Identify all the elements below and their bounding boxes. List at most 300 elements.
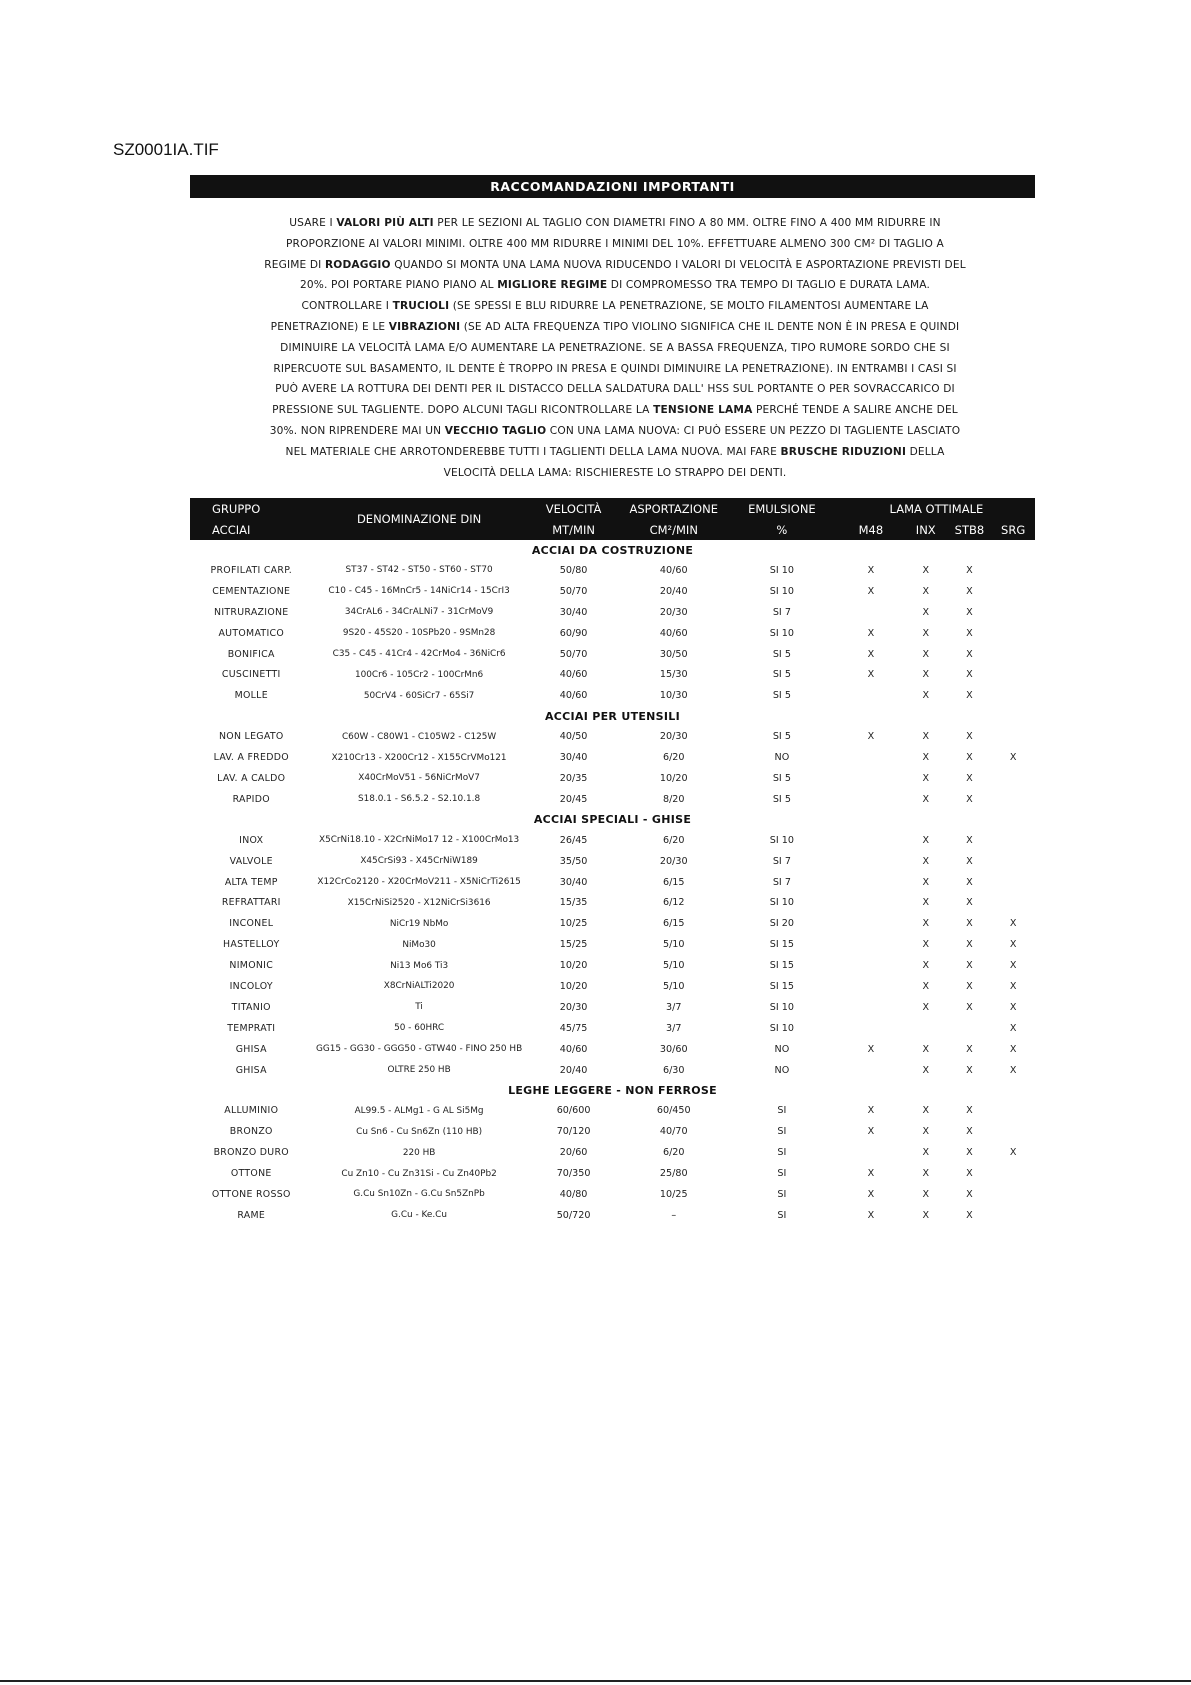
gruppo-cell: CUSCINETTI [221,669,281,681]
emulsione-cell: SI [777,1168,787,1180]
gruppo-cell: TEMPRATI [227,1022,276,1034]
gruppo-cell: INOX [239,834,264,846]
din-cell: X15CrNiSi2520 - X12NiCrSi3616 [347,897,491,908]
emulsione-cell: NO [774,752,790,764]
header-denominazione: DENOMINAZIONE DIN [313,498,526,540]
recommendation-line: PENETRAZIONE) E LE VIBRAZIONI (SE AD ALTA FREQUENZA TIPO VIOLINO SIGNIFICA CHE IL DENTE NON È IN PRESA E QUINDI [270,320,960,333]
srg-cell [991,623,1035,644]
velocita-cell: 45/75 [559,1022,588,1034]
cutting-parameters-table [190,498,1035,1226]
recommendation-line: CONTROLLARE I TRUCIOLI (SE SPESSI E BLU RIDURRE LA PENETRAZIONE, SE MOLTO FILAMENTOSI AUMENTARE LA [301,300,929,313]
m48-cell: X [867,1209,875,1221]
srg-cell [991,581,1035,602]
srg-cell: X [1009,1001,1017,1013]
inx-cell: X [922,564,930,576]
inx-cell: X [922,606,930,618]
inx-cell: X [922,585,930,597]
table-row [190,1018,1035,1039]
srg-cell: X [1009,918,1017,930]
emulsione-cell: SI 5 [772,648,791,660]
inx-cell: X [922,627,930,639]
gruppo-cell: ALLUMINIO [224,1105,279,1117]
velocita-cell: 20/35 [559,772,588,784]
gruppo-cell: OTTONE ROSSO [211,1188,291,1200]
inx-cell: X [922,1147,930,1159]
velocita-cell: 15/35 [559,897,588,909]
asportazione-cell: 60/450 [656,1105,691,1117]
asportazione-cell: 40/60 [659,627,688,639]
emulsione-cell: SI [777,1105,787,1117]
srg-cell [991,1163,1035,1184]
din-cell: X8CrNiALTi2020 [383,981,455,992]
inx-cell [904,1018,948,1039]
velocita-cell: 40/60 [559,669,588,681]
asportazione-cell: 10/25 [659,1188,688,1200]
gruppo-cell: HASTELLOY [223,939,280,951]
header-acciai: ACCIAI [190,519,313,540]
gruppo-cell: INCOLOY [229,980,273,992]
din-cell: X45CrSi93 - X45CrNiW189 [360,856,478,867]
asportazione-cell: 3/7 [666,1022,682,1034]
emulsione-cell: SI [777,1147,787,1159]
srg-cell: X [1009,960,1017,972]
stb8-cell: X [966,1168,973,1180]
m48-cell [838,892,904,913]
velocita-cell: 50/720 [556,1209,591,1221]
m48-cell [838,872,904,893]
m48-cell [838,685,904,706]
recommendations-text [200,213,1030,483]
gruppo-cell: MOLLE [234,690,268,702]
stb8-cell: X [966,1043,973,1055]
srg-cell [991,768,1035,789]
header-velocita-unit: MT/MIN [526,519,622,540]
inx-cell: X [922,772,930,784]
m48-cell: X [867,564,875,576]
recommendation-line: PRESSIONE SUL TAGLIENTE. DOPO ALCUNI TAGLI RICONTROLLARE LA TENSIONE LAMA PERCHÉ TENDE A SALIRE ANCHE DEL [272,404,958,417]
velocita-cell: 60/600 [556,1105,591,1117]
section-row [190,1080,1035,1100]
stb8-cell: X [966,855,973,867]
table-row [190,976,1035,997]
file-name: SZ0001IA.TIF [113,140,219,159]
emulsione-cell: SI 10 [769,564,794,576]
stb8-cell: X [966,564,973,576]
section-title: ACCIAI DA COSTRUZIONE [531,543,694,557]
emulsione-cell: SI 5 [772,690,791,702]
header-emulsione-unit: % [726,519,838,540]
srg-cell [991,789,1035,810]
srg-cell [991,726,1035,747]
inx-cell: X [922,1209,930,1221]
section-row [190,540,1035,560]
stb8-cell: X [966,960,973,972]
header-velocita: VELOCITÀ [526,498,622,519]
emulsione-cell: SI 15 [769,939,794,951]
srg-cell [991,872,1035,893]
table-row [190,664,1035,685]
table-row [190,768,1035,789]
asportazione-cell: 40/60 [659,564,688,576]
stb8-cell: X [966,1209,973,1221]
gruppo-cell: VALVOLE [229,855,273,867]
table-row [190,560,1035,581]
inx-cell: X [922,752,930,764]
gruppo-cell: AUTOMATICO [218,627,285,639]
m48-cell: X [867,731,875,743]
emulsione-cell: SI 10 [769,897,794,909]
table-row [190,581,1035,602]
gruppo-cell: RAME [237,1209,266,1221]
velocita-cell: 70/120 [556,1126,591,1138]
srg-cell [991,685,1035,706]
velocita-cell: 10/25 [559,918,588,930]
recommendation-line: 30%. NON RIPRENDERE MAI UN VECCHIO TAGLIO CON UNA LAMA NUOVA: CI PUÒ ESSERE UN PEZZO DI TAGLIENTE LASCIATO [269,424,961,437]
velocita-cell: 20/45 [559,793,588,805]
gruppo-cell: LAV. A FREDDO [213,752,289,764]
velocita-cell: 60/90 [559,627,588,639]
inx-cell: X [922,897,930,909]
table-row [190,1039,1035,1060]
header-gruppo: GRUPPO [190,498,313,519]
table-row [190,747,1035,768]
din-cell: Cu Sn6 - Cu Sn6Zn (110 HB) [356,1126,483,1137]
table-row [190,934,1035,955]
gruppo-cell: OTTONE [230,1168,272,1180]
table-row [190,623,1035,644]
m48-cell [838,1060,904,1081]
cutting-parameters-table-container [190,498,1035,1226]
inx-cell: X [922,1043,930,1055]
emulsione-cell: SI [777,1126,787,1138]
recommendation-line: 20%. POI PORTARE PIANO PIANO AL MIGLIORE REGIME DI COMPROMESSO TRA TEMPO DI TAGLIO E DURATA LAMA. [300,279,930,292]
din-cell: G.Cu Sn10Zn - G.Cu Sn5ZnPb [353,1189,485,1200]
srg-cell: X [1009,939,1017,951]
emulsione-cell: NO [774,1064,790,1076]
table-row [190,851,1035,872]
inx-cell: X [922,731,930,743]
asportazione-cell: 3/7 [666,1001,682,1013]
inx-cell: X [922,855,930,867]
table-row [190,1121,1035,1142]
emulsione-cell: SI [777,1188,787,1200]
din-cell: X40CrMoV51 - 56NiCrMoV7 [358,773,480,784]
din-cell: AL99.5 - ALMg1 - G AL Si5Mg [354,1105,484,1116]
srg-cell: X [1009,980,1017,992]
m48-cell [838,602,904,623]
inx-cell: X [922,1064,930,1076]
inx-cell: X [922,1188,930,1200]
table-row [190,872,1035,893]
asportazione-cell: 8/20 [662,793,685,805]
emulsione-cell: SI 20 [769,918,794,930]
header-stb8: STB8 [948,519,992,540]
srg-cell: X [1009,1022,1017,1034]
header-m48: M48 [838,519,904,540]
inx-cell: X [922,980,930,992]
asportazione-cell: 20/30 [659,606,688,618]
recommendation-line: VELOCITÀ DELLA LAMA: RISCHIERESTE LO STRAPPO DEI DENTI. [443,466,787,479]
asportazione-cell: 6/20 [662,1147,685,1159]
stb8-cell: X [966,752,973,764]
srg-cell [991,644,1035,665]
emulsione-cell: SI 10 [769,627,794,639]
stb8-cell: X [966,669,973,681]
gruppo-cell: PROFILATI CARP. [210,564,292,576]
emulsione-cell: SI 15 [769,960,794,972]
table-body [190,540,1035,1226]
asportazione-cell: 25/80 [659,1168,688,1180]
asportazione-cell: 6/12 [662,897,685,909]
m48-cell: X [867,627,875,639]
asportazione-cell: – [671,1209,677,1221]
section-title: ACCIAI PER UTENSILI [544,709,681,723]
srg-cell [991,1100,1035,1121]
stb8-cell: X [966,1001,973,1013]
gruppo-cell: RAPIDO [232,793,270,805]
m48-cell [838,976,904,997]
inx-cell: X [922,918,930,930]
table-row [190,1184,1035,1205]
stb8-cell: X [966,731,973,743]
header-asportazione: ASPORTAZIONE [622,498,726,519]
stb8-cell: X [966,772,973,784]
header-inx: INX [904,519,948,540]
table-header [190,498,1035,540]
din-cell: C35 - C45 - 41Cr4 - 42CrMo4 - 36NiCr6 [332,649,506,659]
gruppo-cell: NIMONIC [229,960,274,972]
table-row [190,1142,1035,1163]
din-cell: GG15 - GG30 - GGG50 - GTW40 - FINO 250 HB [316,1044,523,1055]
stb8-cell: X [966,1126,973,1138]
table-row [190,955,1035,976]
m48-cell [838,934,904,955]
recommendation-line: USARE I VALORI PIÙ ALTI PER LE SEZIONI AL TAGLIO CON DIAMETRI FINO A 80 MM. OLTRE FINO A 400 MM RIDURRE IN [289,217,941,229]
header-srg: SRG [991,519,1035,540]
stb8-cell: X [966,918,973,930]
table-row [190,892,1035,913]
section-row [190,810,1035,830]
inx-cell: X [922,1126,930,1138]
velocita-cell: 40/60 [559,690,588,702]
stb8-cell: X [966,980,973,992]
din-cell: OLTRE 250 HB [387,1065,451,1076]
srg-cell [991,1184,1035,1205]
m48-cell: X [867,669,875,681]
table-row [190,1205,1035,1226]
emulsione-cell: SI 10 [769,1001,794,1013]
emulsione-cell: SI 7 [772,855,791,867]
gruppo-cell: GHISA [235,1064,267,1076]
recommendation-line: RIPERCUOTE SUL BASAMENTO, IL DENTE È TROPPO IN PRESA E QUINDI DIMINUIRE LA PENETRAZIONE). IN ENTRAMBI I CASI SI [273,362,957,375]
inx-cell: X [922,1105,930,1117]
table-row [190,602,1035,623]
din-cell: Cu Zn10 - Cu Zn31Si - Cu Zn40Pb2 [341,1168,497,1179]
stb8-cell: X [966,939,973,951]
header-lama-ottimale: LAMA OTTIMALE [838,498,1035,519]
velocita-cell: 50/80 [559,564,588,576]
section-title: ACCIAI SPECIALI - GHISE [533,813,692,827]
gruppo-cell: GHISA [235,1043,267,1055]
stb8-cell: X [966,1188,973,1200]
table-row [190,726,1035,747]
m48-cell [838,768,904,789]
gruppo-cell: ALTA TEMP [224,876,278,888]
emulsione-cell: SI 7 [772,606,791,618]
emulsione-cell: SI 5 [772,793,791,805]
m48-cell [838,997,904,1018]
table-row [190,1163,1035,1184]
asportazione-cell: 20/30 [659,731,688,743]
m48-cell [838,851,904,872]
din-cell: G.Cu - Ke.Cu [391,1210,448,1221]
din-cell: 100Cr6 - 105Cr2 - 100CrMn6 [354,669,484,680]
recommendation-line: DIMINUIRE LA VELOCITÀ LAMA E/O AUMENTARE LA PENETRAZIONE. SE A BASSA FREQUENZA, TIPO RUMORE SORDO CHE SI [280,341,950,354]
din-cell: NiCr19 NbMo [389,918,449,929]
din-cell: 34CrAL6 - 34CrALNi7 - 31CrMoV9 [344,607,494,618]
velocita-cell: 70/350 [556,1168,591,1180]
srg-cell [991,560,1035,581]
srg-cell: X [1009,752,1017,764]
m48-cell: X [867,585,875,597]
din-cell: 50 - 60HRC [394,1023,445,1034]
srg-cell: X [1009,1147,1017,1159]
recommendation-line: REGIME DI RODAGGIO QUANDO SI MONTA UNA LAMA NUOVA RIDUCENDO I VALORI DI VELOCITÀ E ASPORTAZIONE PREVISTI DEL [264,258,966,271]
srg-cell [991,830,1035,851]
gruppo-cell: BONIFICA [227,648,275,660]
table-row [190,789,1035,810]
inx-cell: X [922,1001,930,1013]
gruppo-cell: TITANIO [231,1001,271,1013]
emulsione-cell: SI 10 [769,585,794,597]
asportazione-cell: 10/30 [659,690,688,702]
velocita-cell: 50/70 [559,585,588,597]
velocita-cell: 10/20 [559,980,588,992]
emulsione-cell: SI 7 [772,876,791,888]
gruppo-cell: NITRURAZIONE [214,606,289,618]
gruppo-cell: LAV. A CALDO [217,772,286,784]
section-banner: RACCOMANDAZIONI IMPORTANTI [190,175,1035,198]
srg-cell [991,1205,1035,1226]
emulsione-cell: SI [777,1209,787,1221]
recommendation-line: PUÒ AVERE LA ROTTURA DEI DENTI PER IL DISTACCO DELLA SALDATURA DALL' HSS SUL PORTANTE O PER SOVRACCARICO DI [275,383,955,396]
table-row [190,997,1035,1018]
asportazione-cell: 20/30 [659,855,688,867]
m48-cell [838,1018,904,1039]
stb8-cell: X [966,585,973,597]
header-asportazione-unit: CM²/MIN [622,519,726,540]
stb8-cell: X [966,606,973,618]
stb8-cell: X [966,1147,973,1159]
velocita-cell: 30/40 [559,876,588,888]
inx-cell: X [922,834,930,846]
din-cell: NiMo30 [402,939,436,950]
inx-cell: X [922,690,930,702]
table-row [190,1060,1035,1081]
gruppo-cell: BRONZO DURO [213,1147,289,1159]
recommendation-line: NEL MATERIALE CHE ARROTONDEREBBE TUTTI I TAGLIENTI DELLA LAMA NUOVA. MAI FARE BRUSCHE RIDUZIONI DELLA [285,445,945,458]
table-row [190,913,1035,934]
m48-cell [838,913,904,934]
stb8-cell: X [966,648,973,660]
emulsione-cell: SI 5 [772,669,791,681]
stb8-cell: X [966,690,973,702]
m48-cell: X [867,1168,875,1180]
m48-cell: X [867,1043,875,1055]
din-cell: X210Cr13 - X200Cr12 - X155CrVMo121 [331,752,507,763]
m48-cell [838,789,904,810]
din-cell: Ni13 Mo6 Ti3 [390,960,449,971]
velocita-cell: 35/50 [559,855,588,867]
stb8-cell: X [966,897,973,909]
section-row [190,706,1035,726]
asportazione-cell: 5/10 [662,960,685,972]
srg-cell [991,851,1035,872]
table-row [190,1100,1035,1121]
asportazione-cell: 6/30 [662,1064,685,1076]
table-row [190,644,1035,665]
m48-cell: X [867,1188,875,1200]
header-emulsione: EMULSIONE [726,498,838,519]
velocita-cell: 20/60 [559,1147,588,1159]
table-row [190,685,1035,706]
velocita-cell: 20/30 [559,1001,588,1013]
velocita-cell: 40/60 [559,1043,588,1055]
din-cell: S18.0.1 - S6.5.2 - S2.10.1.8 [358,794,481,805]
velocita-cell: 40/50 [559,731,588,743]
gruppo-cell: NON LEGATO [218,731,284,743]
din-cell: C60W - C80W1 - C105W2 - C125W [341,731,497,742]
inx-cell: X [922,1168,930,1180]
asportazione-cell: 6/15 [662,918,685,930]
velocita-cell: 10/20 [559,960,588,972]
m48-cell [838,1142,904,1163]
m48-cell: X [867,648,875,660]
recommendation-line: PROPORZIONE AI VALORI MINIMI. OLTRE 400 MM RIDURRE I MINIMI DEL 10%. EFFETTUARE ALMENO 300 CM² DI TAGLIO A [286,237,944,250]
emulsione-cell: NO [774,1043,790,1055]
gruppo-cell: INCONEL [229,918,274,930]
gruppo-cell: CEMENTAZIONE [212,585,291,597]
m48-cell: X [867,1105,875,1117]
inx-cell: X [922,793,930,805]
inx-cell: X [922,648,930,660]
asportazione-cell: 6/20 [662,834,685,846]
asportazione-cell: 20/40 [659,585,688,597]
din-cell: 220 HB [402,1147,436,1158]
velocita-cell: 30/40 [559,752,588,764]
gruppo-cell: REFRATTARI [221,897,281,909]
inx-cell: X [922,939,930,951]
din-cell: X5CrNi18.10 - X2CrNiMo17 12 - X100CrMo13 [318,835,520,846]
m48-cell: X [867,1126,875,1138]
velocita-cell: 50/70 [559,648,588,660]
velocita-cell: 15/25 [559,939,588,951]
srg-cell: X [1009,1064,1017,1076]
gruppo-cell: BRONZO [229,1126,273,1138]
srg-cell [991,602,1035,623]
emulsione-cell: SI 15 [769,980,794,992]
velocita-cell: 20/40 [559,1064,588,1076]
inx-cell: X [922,960,930,972]
emulsione-cell: SI 10 [769,1022,794,1034]
asportazione-cell: 30/50 [659,648,688,660]
din-cell: ST37 - ST42 - ST50 - ST60 - ST70 [345,565,493,576]
stb8-cell: X [966,1105,973,1117]
stb8-cell: X [966,1064,973,1076]
table-row [190,830,1035,851]
stb8-cell [948,1018,992,1039]
m48-cell [838,747,904,768]
